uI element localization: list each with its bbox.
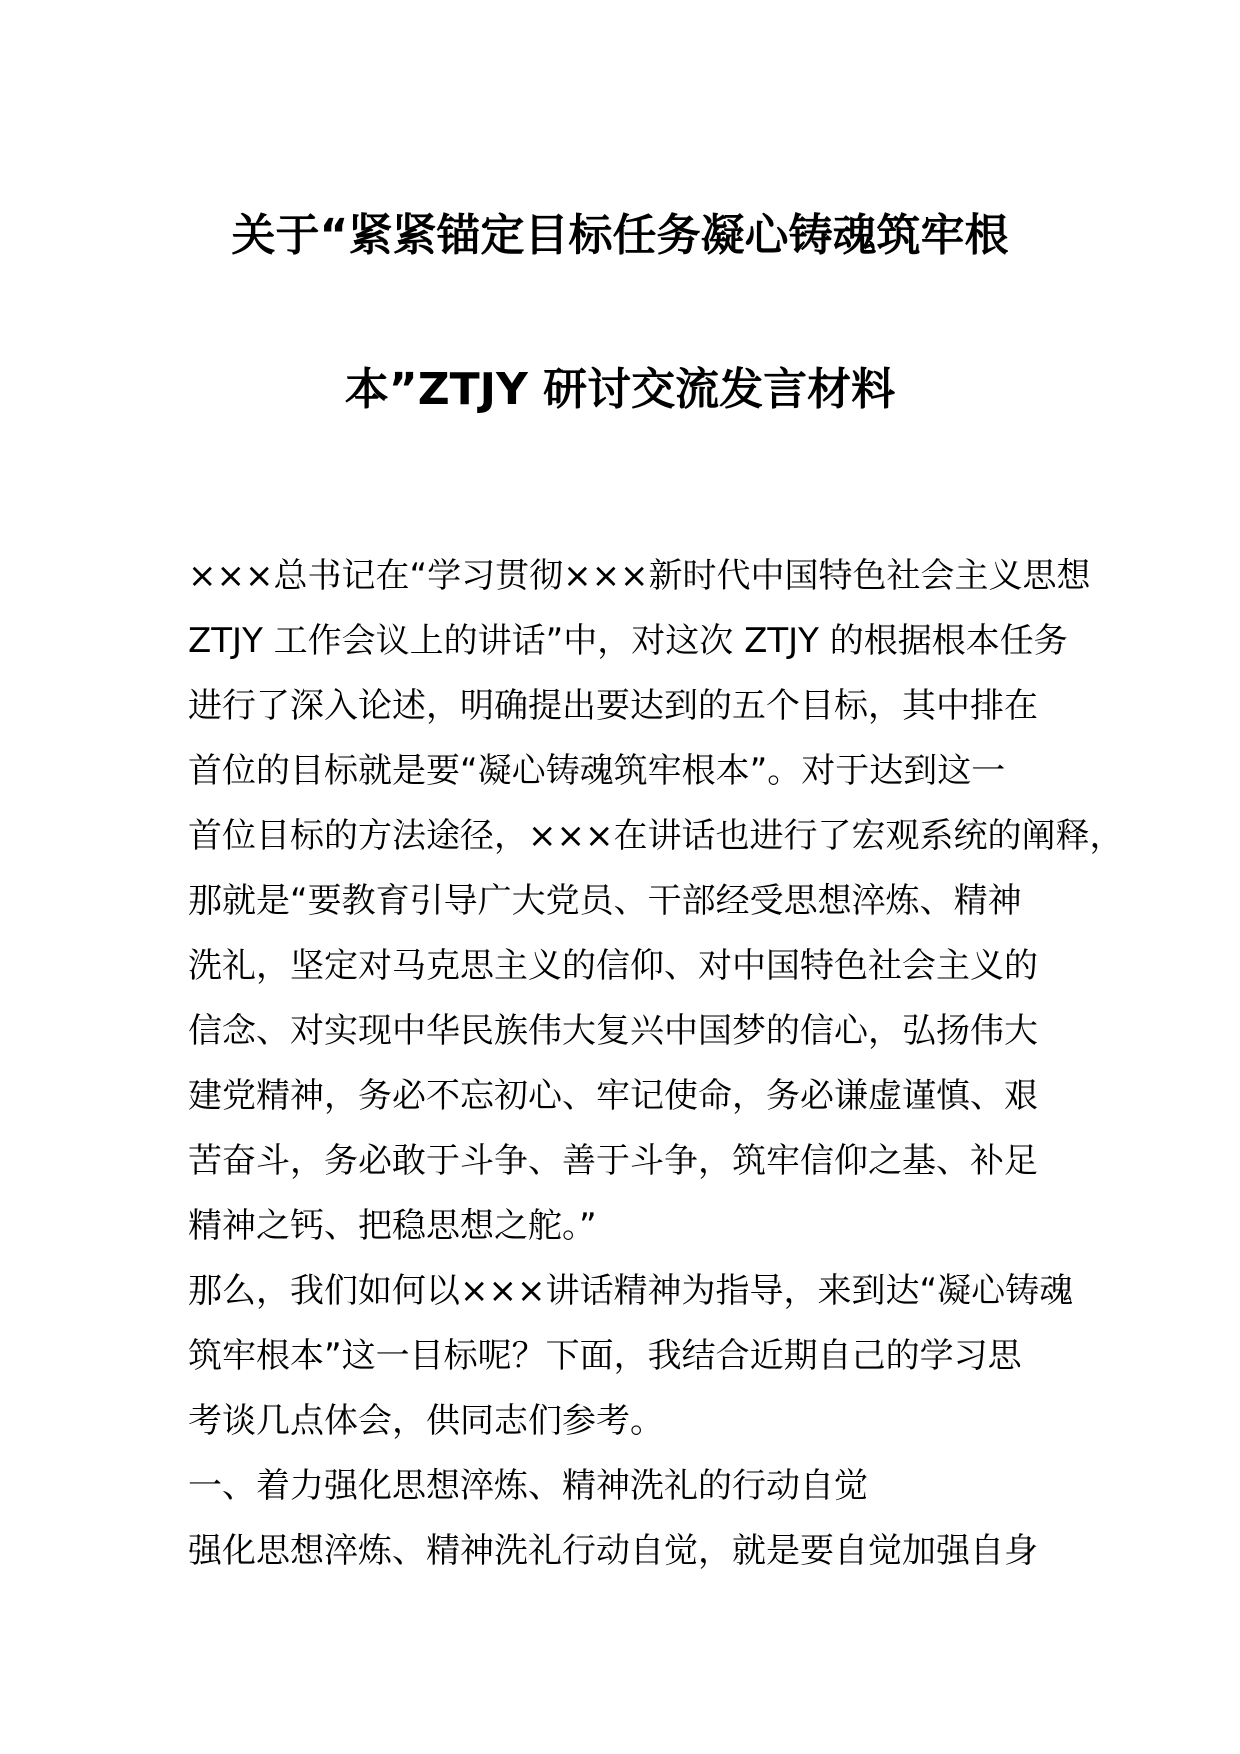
body-line: 筑牢根本”这一目标呢？下面，我结合近期自己的学习思 [188,1336,1022,1376]
document-body [188,544,1124,1584]
body-line: 首位目标的方法途径，×××在讲话也进行了宏观系统的阐释， [188,816,1124,856]
body-line: ×××总书记在“学习贯彻×××新时代中国特色社会主义思想 [188,556,1091,596]
body-line: 建党精神，务必不忘初心、牢记使命，务必谦虚谨慎、艰 [188,1076,1038,1116]
body-line: ZTJY 工作会议上的讲话”中，对这次 ZTJY 的根据根本任务 [188,621,1068,661]
body-line: 考谈几点体会，供同志们参考。 [188,1401,664,1441]
body-line: 那就是“要教育引导广大党员、干部经受思想淬炼、精神 [188,881,1022,921]
body-line: 首位的目标就是要“凝心铸魂筑牢根本”。对于达到这一 [188,751,1006,791]
body-line: 精神之钙、把稳思想之舵。” [188,1206,597,1246]
document-title-line-1: 关于“紧紧锚定目标任务凝心铸魂筑牢根 [231,210,1009,261]
section-heading: 一、着力强化思想淬炼、精神洗礼的行动自觉 [188,1466,868,1506]
body-line: 信念、对实现中华民族伟大复兴中国梦的信心，弘扬伟大 [188,1011,1038,1051]
body-line: 那么，我们如何以×××讲话精神为指导，来到达“凝心铸魂 [188,1271,1074,1311]
body-line: 强化思想淬炼、精神洗礼行动自觉，就是要自觉加强自身 [188,1531,1038,1571]
body-line: 进行了深入论述，明确提出要达到的五个目标，其中排在 [188,686,1038,726]
body-line: 洗礼，坚定对马克思主义的信仰、对中国特色社会主义的 [188,946,1038,986]
body-line: 苦奋斗，务必敢于斗争、善于斗争，筑牢信仰之基、补足 [188,1141,1038,1181]
document-title-line-2: 本”ZTJY 研讨交流发言材料 [344,364,896,415]
